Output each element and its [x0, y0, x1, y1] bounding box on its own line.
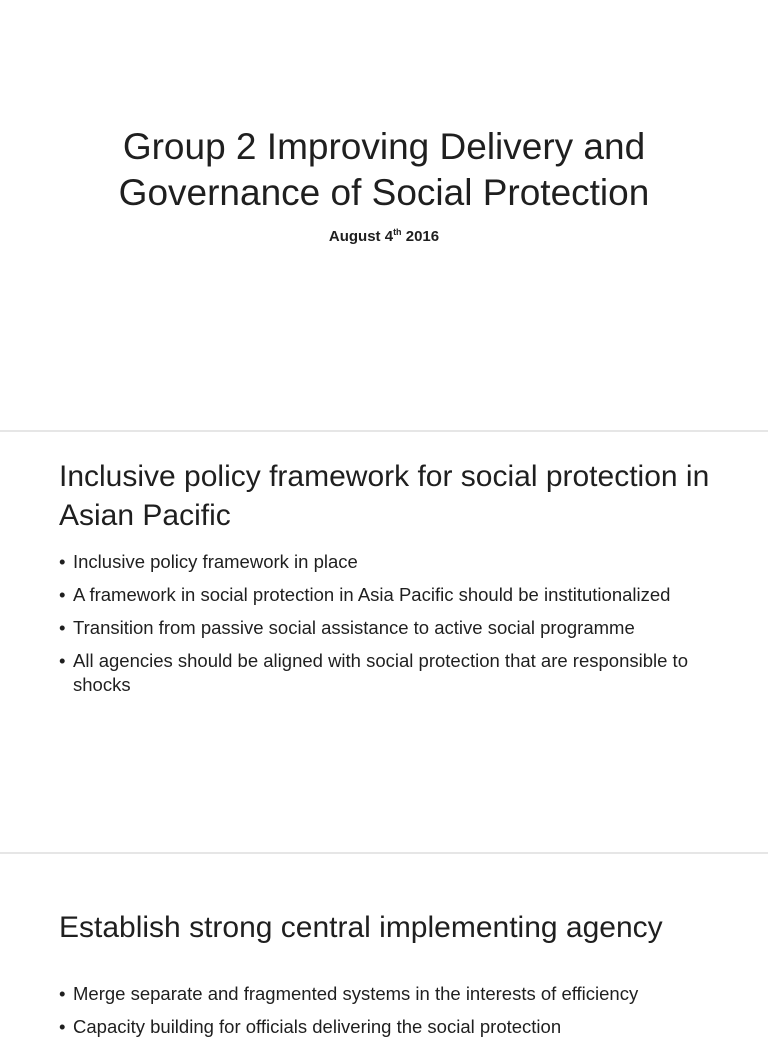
bullet-glyph: • [59, 1016, 66, 1037]
bullet-glyph: • [59, 584, 66, 605]
bullet-glyph: • [59, 551, 66, 572]
date-year: 2016 [401, 228, 440, 245]
bullet-text: Inclusive policy framework in place [73, 551, 358, 572]
date-ordinal-suffix: th [393, 227, 402, 237]
bullet-list [59, 550, 739, 706]
policy-framework-slide [0, 432, 768, 852]
bullet-text: Transition from passive social assistance to active social programme [73, 617, 635, 638]
presentation-title: Group 2 Improving Delivery and Governance of Social Protection [118, 126, 650, 213]
bullet-glyph: • [59, 617, 66, 638]
title-slide [0, 0, 768, 430]
list-item [59, 649, 739, 697]
presentation-date [40, 228, 728, 245]
bullet-text: A framework in social protection in Asia Pacific should be institutionalized [73, 584, 671, 605]
slide-heading: Establish strong central implementing agency [59, 911, 663, 944]
list-item [59, 550, 739, 574]
bullet-glyph: • [59, 983, 66, 1004]
bullet-text: Merge separate and fragmented systems in the interests of efficiency [73, 983, 639, 1004]
list-item [59, 583, 739, 607]
implementing-agency-slide [0, 854, 768, 1037]
bullet-text: All agencies should be aligned with social protection that are responsible to shocks [73, 650, 688, 695]
list-item [59, 616, 739, 640]
list-item [59, 1015, 739, 1039]
bullet-text: Capacity building for officials delivering the social protection [73, 1016, 562, 1037]
bullet-glyph: • [59, 650, 66, 671]
slide-heading: Inclusive policy framework for social protection in Asian Pacific [59, 460, 710, 532]
date-prefix: August 4 [328, 228, 394, 245]
bullet-list [59, 982, 739, 1048]
list-item [59, 982, 739, 1006]
